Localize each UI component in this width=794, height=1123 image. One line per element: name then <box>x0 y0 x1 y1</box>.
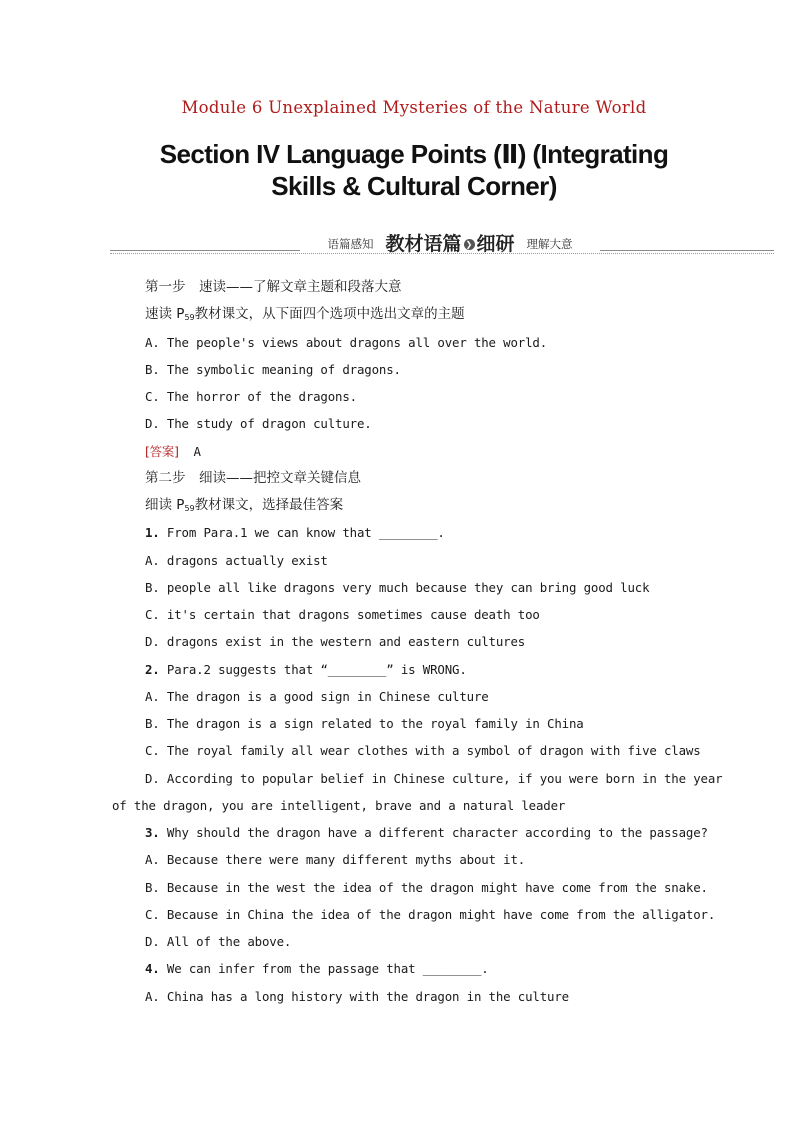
step2-instruction-post: 教材课文，选择最佳答案 <box>194 497 344 513</box>
q1-option-a: A. dragons actually exist <box>145 552 328 568</box>
q2-option-d-line1: D. According to popular belief in Chinese culture, if you were born in the year <box>145 770 723 786</box>
step1-instruction <box>112 301 684 328</box>
step1-page-number: 59 <box>184 313 195 323</box>
q1-option-b: B. people all like dragons very much because they can bring good luck <box>145 579 650 595</box>
q3-option-c: C. Because in China the idea of the dragon might have come from the alligator. <box>145 906 716 922</box>
question-number: 3. <box>145 825 160 840</box>
question-2 <box>112 656 684 683</box>
question-number: 4. <box>145 961 160 977</box>
answer-value: A <box>193 443 201 459</box>
q1-option-c: C. it's certain that dragons sometimes cause death too <box>145 607 540 622</box>
section-title-line1: Section IV Language Points (Ⅱ) (Integrating <box>159 139 669 169</box>
q3-option-a: A. Because there were many different myths about it. <box>145 852 526 868</box>
question-1 <box>112 519 684 546</box>
banner-big-left: 教材语篇 <box>385 233 462 255</box>
question-text: From Para.1 we can know that ________. <box>159 525 445 541</box>
section-banner <box>110 229 774 255</box>
step1-option-d: D. The study of dragon culture. <box>145 416 372 432</box>
step1-option-a: A. The people's views about dragons all over the world. <box>145 334 548 350</box>
question-4 <box>112 955 684 982</box>
q2-option-b: B. The dragon is a sign related to the royal family in China <box>145 716 584 731</box>
q4-option-a: A. China has a long history with the dragon in the culture <box>145 988 569 1004</box>
answer-label: [答案] <box>145 443 179 459</box>
step1-answer <box>112 438 684 465</box>
section-title-line2: Skills & Cultural Corner) <box>271 171 557 201</box>
q3-option-d: D. All of the above. <box>145 934 292 949</box>
step1-title: 第一步 速读——了解文章主题和段落大意 <box>145 279 402 295</box>
question-text: We can infer from the passage that ________. <box>159 961 489 977</box>
banner-right-small: 理解大意 <box>526 237 573 251</box>
step1-option-c: C. The horror of the dragons. <box>145 389 357 404</box>
step1-option-b: B. The symbolic meaning of dragons. <box>145 361 401 377</box>
step1-instruction-post: 教材课文，从下面四个选项中选出文章的主题 <box>194 306 465 323</box>
banner-left-small: 语篇感知 <box>327 237 374 251</box>
exercise-content <box>112 274 723 1010</box>
chevron-right-icon: ❯ <box>464 239 475 250</box>
step2-title: 第二步 细读——把控文章关键信息 <box>145 469 361 486</box>
question-number: 1. <box>145 525 160 541</box>
q2-option-a: A. The dragon is a good sign in Chinese culture <box>145 688 489 704</box>
section-title <box>120 138 708 202</box>
step1-instruction-pre: 速读 P <box>145 306 185 323</box>
q2-option-c: C. The royal family all wear clothes with a symbol of dragon with five claws <box>145 743 701 759</box>
question-text: Para.2 suggests that “________” is WRONG. <box>159 661 467 677</box>
step2-page-number: 59 <box>184 504 195 513</box>
question-3 <box>112 819 708 846</box>
step2-instruction-pre: 细读 P <box>145 497 185 513</box>
banner-big-right: 细研 <box>476 233 515 255</box>
q1-option-d: D. dragons exist in the western and eastern cultures <box>145 634 526 650</box>
step2-instruction <box>112 492 684 519</box>
module-title: Module 6 Unexplained Mysteries of the Nature World <box>181 98 647 117</box>
q3-option-b: B. Because in the west the idea of the dragon might have come from the snake. <box>145 879 708 895</box>
banner-label <box>300 229 600 255</box>
question-text: Why should the dragon have a different character according to the passage? <box>159 825 708 840</box>
q2-option-d-line2: of the dragon, you are intelligent, brave and a natural leader <box>112 797 566 813</box>
question-number: 2. <box>145 661 160 677</box>
